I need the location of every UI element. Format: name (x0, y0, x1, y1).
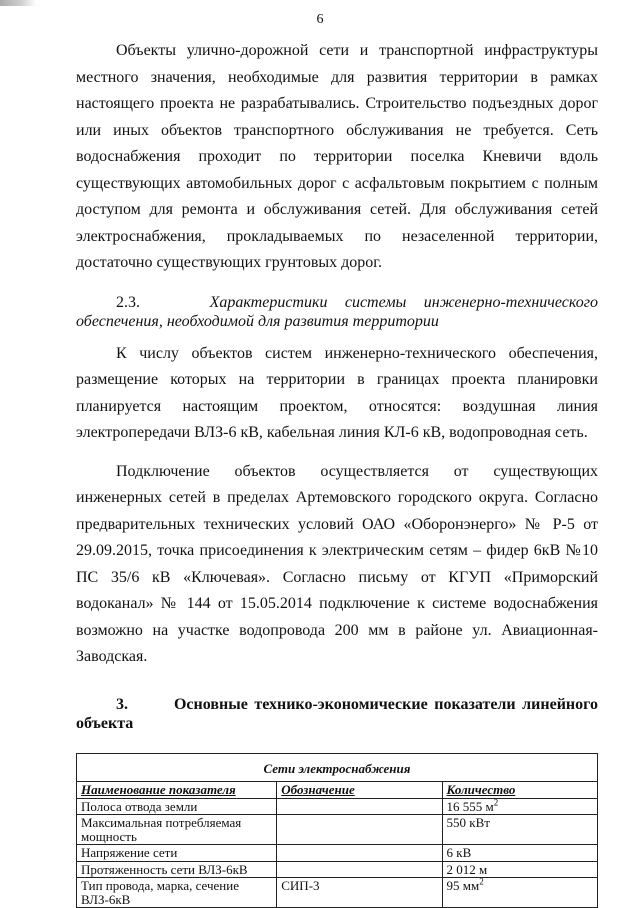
cell-name: Протяженность сети ВЛЗ-6кВ (77, 861, 277, 878)
table-caption-row (77, 753, 598, 782)
indicators-table (76, 753, 598, 908)
cell-name: Тип провода, марка, сечение ВЛЗ-6кВ (77, 878, 277, 908)
section-number: 3. (116, 696, 128, 713)
cell-name: Напряжение сети (77, 845, 277, 862)
cell-designation: СИП-3 (277, 878, 442, 908)
cell-quantity (442, 815, 598, 845)
quantity-value: 550 кВт (447, 815, 490, 830)
cell-designation (277, 798, 442, 815)
header-quantity: Количество (442, 782, 598, 799)
cell-quantity (442, 798, 598, 815)
cell-quantity (442, 878, 598, 908)
cell-designation (277, 815, 442, 845)
table-row (77, 845, 598, 862)
cell-designation (277, 845, 442, 862)
section-number: 2.3. (116, 294, 140, 311)
quantity-value: 16 555 м (447, 799, 494, 814)
section-title: Основные технико-экономические показатели линейного объекта (76, 696, 598, 732)
paragraph-engineering-systems: К числу объектов систем инженерно-технического обеспечения, размещение которых на территории в границах проекта планировки планируется настоящим проектом, относятся: воздушная линия электропередачи ВЛЗ-6 кВ, кабельная линия КЛ-6 кВ, водопроводная сеть. (76, 341, 598, 447)
unit-superscript: 2 (494, 797, 499, 807)
header-name: Наименование показателя (77, 782, 277, 799)
table-header-row (77, 782, 598, 799)
document-body (76, 38, 598, 908)
cell-designation (277, 861, 442, 878)
quantity-value: 6 кВ (447, 845, 472, 860)
header-designation: Обозначение (277, 782, 442, 799)
page-number: 6 (0, 12, 640, 28)
scan-artifact (0, 0, 36, 6)
paragraph-infrastructure: Объекты улично-дорожной сети и транспортной инфраструктуры местного значения, необходимые для развития территории в рамках настоящего проекта не разрабатывались. Строительство подъездных дорог или иных объектов транспортного обслуживания не требуется. Сеть водоснабжения проходит по территории поселка Кневичи вдоль существующих автомобильных дорог с асфальтовым покрытием с полным доступом для ремонта и обслуживания сетей. Для обслуживания сетей электроснабжения, прокладываемых по незаселенной территории, достаточно существующих грунтовых дорог. (76, 38, 598, 277)
section-heading-2-3 (76, 293, 598, 331)
paragraph-connection: Подключение объектов осуществляется от существующих инженерных сетей в пределах Артемовского городского округа. Согласно предварительных технических условий ОАО «Оборонэнерго» № Р-5 от 29.09.2015, точка присоединения к электрическим сетям – фидер 6кВ №10 ПС 35/6 кВ «Ключевая». Согласно письму от КГУП «Приморский водоканал» № 144 от 15.05.2014 подключение к системе водоснабжения возможно на участке водопровода 200 мм в районе ул. Авиационная-Заводская. (76, 459, 598, 671)
table-row (77, 878, 598, 908)
section-heading-3 (76, 695, 598, 733)
quantity-value: 2 012 м (447, 862, 488, 877)
table-row (77, 861, 598, 878)
cell-name: Полоса отвода земли (77, 798, 277, 815)
cell-quantity (442, 861, 598, 878)
quantity-value: 95 мм (447, 878, 480, 893)
table-row (77, 798, 598, 815)
cell-name: Максимальная потребляемая мощность (77, 815, 277, 845)
table-caption: Сети электроснабжения (77, 753, 598, 782)
unit-superscript: 2 (479, 877, 484, 887)
table-row (77, 815, 598, 845)
section-title: Характеристики системы инженерно-технического обеспечения, необходимой для развития территории (76, 294, 598, 330)
cell-quantity (442, 845, 598, 862)
